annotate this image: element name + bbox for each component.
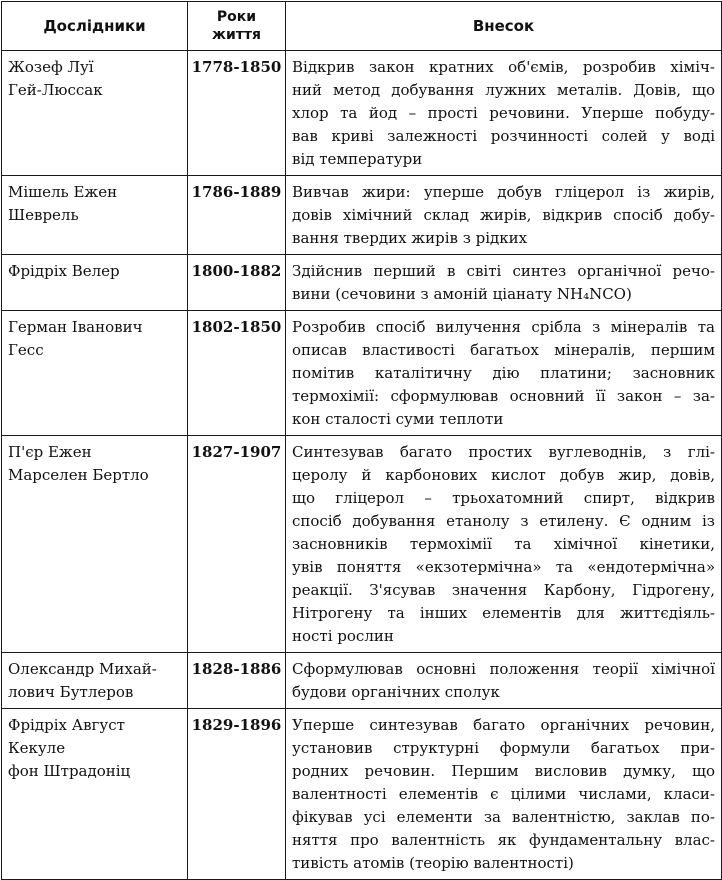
researcher-name-line: Жозеф Луї	[8, 58, 94, 76]
researcher-name-cell	[2, 51, 188, 176]
contribution-line: няття про валентність як фундаментальну влас-	[292, 831, 715, 849]
contribution-line: кон сталості суми теплоти	[292, 410, 504, 428]
researcher-name-line: Фрідріх Велер	[8, 262, 120, 280]
contribution-line: Сформулював основні положення теорії хімічної	[292, 660, 715, 678]
researcher-name-cell	[2, 709, 188, 880]
contribution-line: від температури	[292, 150, 423, 168]
table-body	[2, 51, 722, 880]
life-years-cell: 1827-1907	[188, 436, 286, 653]
contribution-line: Нітрогену та інших елементів для життєдіяль-	[292, 604, 715, 622]
contribution-cell	[286, 709, 722, 880]
contribution-line: описав властивості багатьох мінералів, першим	[292, 341, 715, 359]
life-years-cell: 1829-1896	[188, 709, 286, 880]
contribution-line: помітив каталітичну дію платини; засновник	[292, 364, 715, 382]
contribution-cell	[286, 311, 722, 436]
header-years	[188, 2, 286, 51]
contribution-line: родних речовин. Першим висловив думку, що	[292, 762, 715, 780]
header-years-line1: Роки	[216, 9, 257, 25]
researcher-name-line: Марселен Бертло	[8, 466, 149, 484]
life-years-cell: 1786-1889	[188, 176, 286, 255]
contribution-line: Відкрив закон кратних об'ємів, розробив хіміч-	[292, 58, 715, 76]
researcher-name-cell	[2, 255, 188, 311]
researcher-name-line: Кекуле	[8, 739, 66, 757]
life-years-cell: 1778-1850	[188, 51, 286, 176]
contribution-cell	[286, 436, 722, 653]
researcher-name-line: фон Штрадоніц	[8, 762, 131, 780]
researcher-name-cell	[2, 436, 188, 653]
researcher-name-cell	[2, 653, 188, 709]
header-years-line2: життя	[212, 27, 261, 43]
table-row	[2, 653, 722, 709]
contribution-line: ності рослин	[292, 627, 394, 645]
contribution-cell	[286, 51, 722, 176]
contribution-line: фікував усі елементи за валентністю, заклав по-	[292, 808, 715, 826]
contribution-line: тивість атомів (теорію валентності)	[292, 854, 574, 872]
contribution-cell	[286, 176, 722, 255]
contribution-line: Здійснив перший в світі синтез органічної рeчо-	[292, 262, 715, 280]
contribution-line: термохімії: сформулював основний її закон – за-	[292, 387, 715, 405]
table-row	[2, 255, 722, 311]
researcher-name-line: Герман Іванович	[8, 318, 143, 336]
contribution-line: вини (сечовини з амоній ціанату NH₄NCO)	[292, 285, 632, 303]
contribution-line: будови органічних сполук	[292, 683, 500, 701]
contribution-line: Вивчав жири: уперше добув гліцерол із жирів,	[292, 183, 715, 201]
researchers-table	[1, 1, 722, 880]
researcher-name-line: П'єр Ежен	[8, 443, 92, 461]
researcher-name-line: Олександр Михай-	[8, 660, 157, 678]
researcher-name-line: Гей-Люссак	[8, 81, 103, 99]
contribution-line: установив структурні формули багатьох при-	[292, 739, 715, 757]
contribution-line: вання твердих жирів з рідких	[292, 229, 528, 247]
researcher-name-cell	[2, 176, 188, 255]
table-row	[2, 51, 722, 176]
contribution-line: хлор та йод – прості речовини. Уперше побуду-	[292, 104, 715, 122]
researcher-name-line: Мішель Ежен	[8, 183, 118, 201]
contribution-cell	[286, 653, 722, 709]
table-row	[2, 311, 722, 436]
researcher-name-line: Фрідріх Август	[8, 716, 125, 734]
contribution-line: реакції. З'ясував значення Карбону, Гідрогену,	[292, 581, 715, 599]
contribution-line: довів хімічний склад жирів, відкрив спосіб добу-	[292, 206, 715, 224]
contribution-line: засновників термохімії та хімічної кінетики,	[292, 535, 715, 553]
contribution-cell	[286, 255, 722, 311]
contribution-line: увів поняття «екзотермічна» та «ендотермічна»	[292, 558, 715, 576]
life-years-cell: 1800-1882	[188, 255, 286, 311]
contribution-line: Розробив спосіб вилучення срібла з мінералів та	[292, 318, 715, 336]
header-researchers: Дослідники	[2, 2, 188, 51]
life-years-cell: 1828-1886	[188, 653, 286, 709]
researcher-name-line: лович Бутлеров	[8, 683, 134, 701]
contribution-line: вав криві залежності розчинності солей у воді	[292, 127, 715, 145]
contribution-line: спосіб добування етанолу з етилену. Є одним із	[292, 512, 715, 530]
table-row	[2, 709, 722, 880]
contribution-line: Уперше синтезував багато органічних речовин,	[292, 716, 715, 734]
contribution-line: ний метод добування лужних металів. Довів, що	[292, 81, 715, 99]
researcher-name-line: Гесс	[8, 341, 44, 359]
header-contribution: Внесок	[286, 2, 722, 51]
contribution-line: Синтезував багато простих вуглеводнів, з глі-	[292, 443, 715, 461]
researcher-name-cell	[2, 311, 188, 436]
table-header-row	[2, 2, 722, 51]
life-years-cell: 1802-1850	[188, 311, 286, 436]
contribution-line: церолу й карбонових кислот добув жир, довів,	[292, 466, 715, 484]
researcher-name-line: Шеврель	[8, 206, 79, 224]
table-row	[2, 176, 722, 255]
contribution-line: валентності елементів є цілими числами, класи-	[292, 785, 715, 803]
table-row	[2, 436, 722, 653]
contribution-line: що гліцерол – трьохатомний спирт, відкрив	[292, 489, 715, 507]
